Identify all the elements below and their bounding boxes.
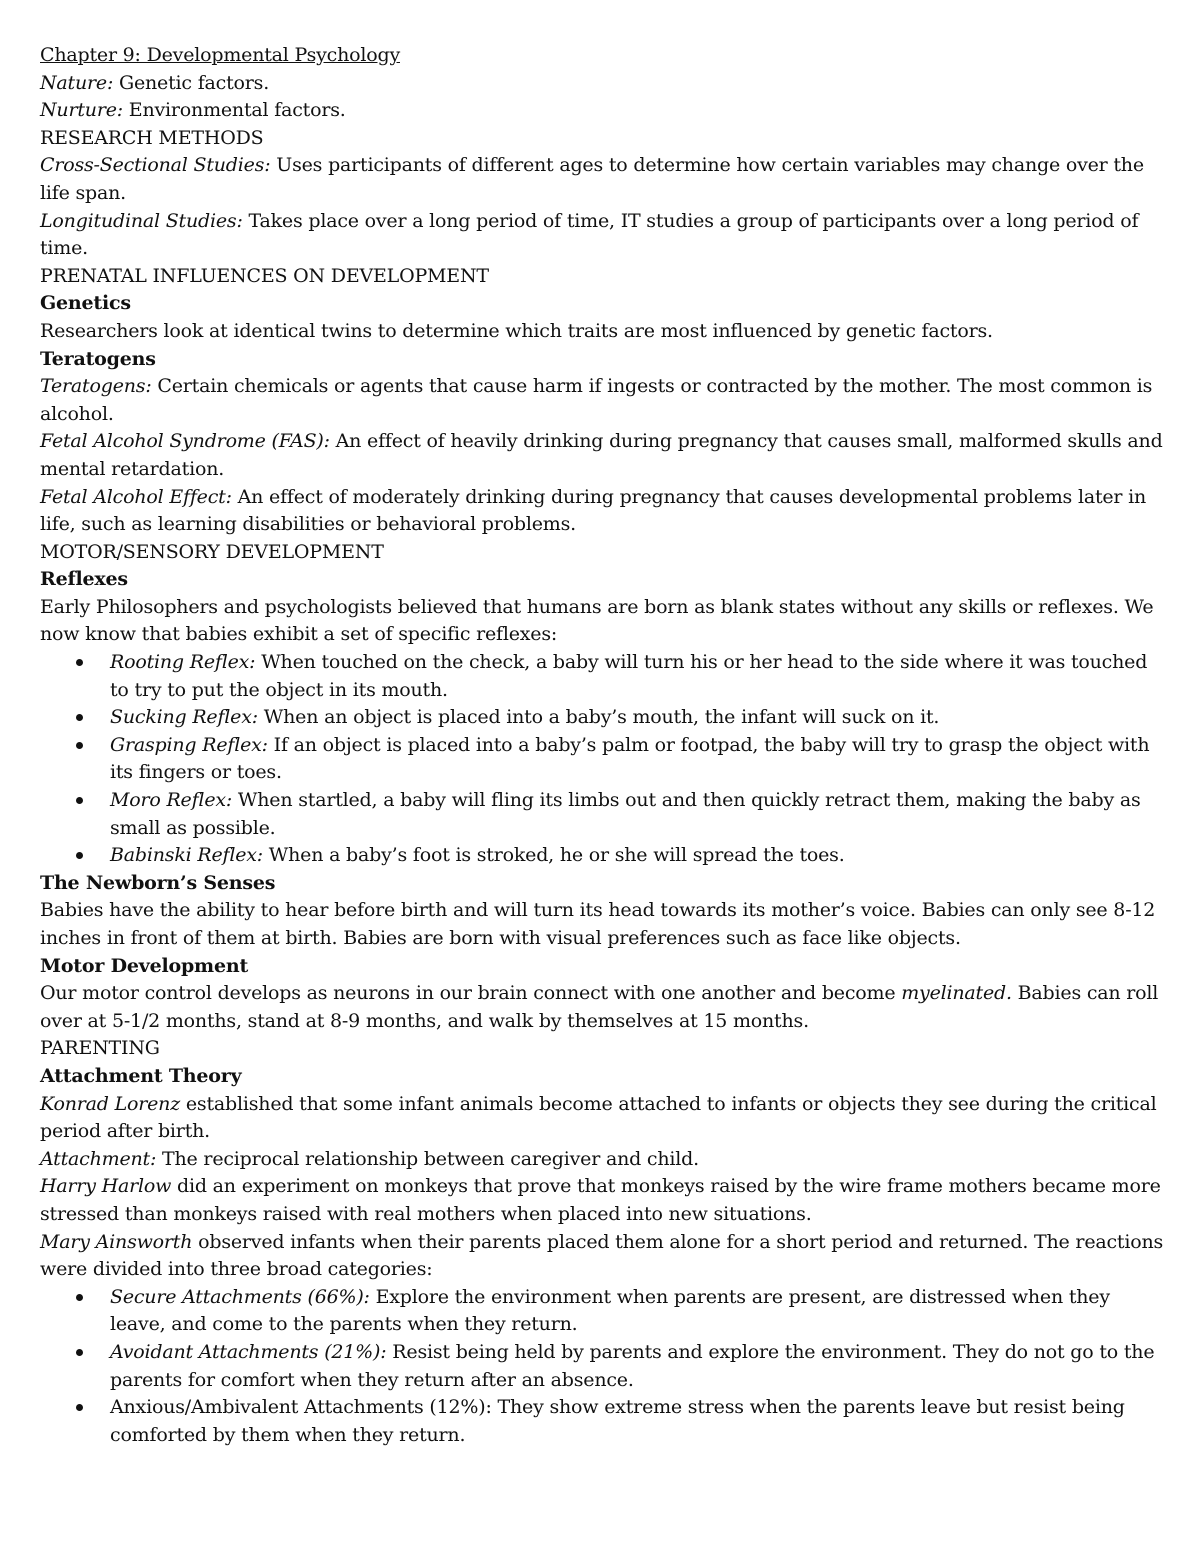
term: Nurture: — [40, 99, 123, 122]
definition-text: Certain chemicals or agents that cause harm if ingests or contracted by the mother. The most common is alcohol. — [40, 375, 1153, 425]
list-item — [110, 1284, 1164, 1339]
list-item — [110, 1394, 1164, 1449]
definition-text: When touched on the check, a baby will turn his or her head to the side where it was touched to try to put the object in its mouth. — [110, 651, 1148, 701]
definition-cross-sectional — [40, 152, 1164, 207]
term: Cross-Sectional Studies: — [40, 154, 271, 177]
definition-nature — [40, 70, 1164, 98]
definition-text: Uses participants of different ages to determine how certain variables may change over the life span. — [40, 154, 1144, 204]
term: Fetal Alcohol Effect: — [40, 485, 232, 508]
paragraph-reflexes: Early Philosophers and psychologists believed that humans are born as blank states without any skills or reflexes. We now know that babies exhibit a set of specific reflexes: — [40, 595, 1154, 646]
reflex-list — [40, 649, 1164, 870]
definition-text: Resist being held by parents and explore the environment. They do not go to the parents for comfort when they return after an absence. — [110, 1340, 1155, 1391]
term: Harry Harlow — [40, 1175, 172, 1198]
term: Grasping Reflex: — [110, 733, 268, 756]
paragraph-text: Babies can roll over at 5-1/2 months, stand at 8-9 months, and walk by themselves at 15 months. — [40, 982, 1159, 1032]
term: Teratogens: — [40, 375, 152, 398]
definition-text: If an object is placed into a baby’s palm or footpad, the baby will try to grasp the object with its fingers or toes. — [110, 733, 1150, 784]
term: myelinated. — [901, 982, 1012, 1005]
term: Fetal Alcohol Syndrome (FAS): — [40, 430, 330, 453]
subheading-teratogens: Teratogens — [40, 347, 156, 370]
definition-nurture — [40, 97, 1164, 125]
subheading-reflexes: Reflexes — [40, 568, 128, 591]
definition-text: The reciprocal relationship between caregiver and child. — [156, 1147, 699, 1170]
paragraph-motor-development — [40, 980, 1164, 1035]
term: Moro Reflex: — [110, 789, 233, 812]
term: Mary Ainsworth — [40, 1230, 193, 1253]
definition-text: An effect of heavily drinking during pregnancy that causes small, malformed skulls and mental retardation. — [40, 430, 1163, 480]
term: Longitudinal Studies: — [40, 209, 243, 232]
definition-text: Explore the environment when parents are present, are distressed when they leave, and come to the parents when they return. — [110, 1285, 1110, 1336]
list-item — [110, 787, 1164, 842]
definition-text: When an object is placed into a baby’s mouth, the infant will suck on it. — [257, 706, 940, 729]
term: Secure Attachments (66%): — [110, 1285, 370, 1308]
subheading-attachment-theory: Attachment Theory — [40, 1064, 242, 1087]
definition-text: did an experiment on monkeys that prove that monkeys raised by the wire frame mothers became more stressed than monkeys raised with real mothers when placed into new situations. — [40, 1175, 1161, 1225]
paragraph-ainsworth — [40, 1229, 1164, 1284]
definition-text: Genetic factors. — [113, 71, 270, 94]
section-heading-prenatal: PRENATAL INFLUENCES ON DEVELOPMENT — [40, 264, 489, 287]
term: Nature: — [40, 71, 114, 94]
paragraph-genetics: Researchers look at identical twins to determine which traits are most influenced by genetic factors. — [40, 319, 993, 342]
subheading-genetics: Genetics — [40, 292, 131, 315]
definition-teratogens — [40, 373, 1164, 428]
list-item — [110, 842, 1164, 870]
definition-fas — [40, 428, 1164, 483]
list-item — [110, 732, 1164, 787]
term: Konrad Lorenz — [40, 1092, 181, 1115]
definition-text: Takes place over a long period of time, IT studies a group of participants over a long period of time. — [40, 209, 1139, 260]
subheading-newborn-senses: The Newborn’s Senses — [40, 871, 276, 894]
paragraph-lorenz — [40, 1091, 1164, 1146]
definition-attachment — [40, 1146, 1164, 1174]
term: Sucking Reflex: — [110, 706, 258, 729]
subheading-motor-development: Motor Development — [40, 954, 249, 977]
attachment-category-list — [40, 1284, 1164, 1450]
section-heading-motor-sensory: MOTOR/SENSORY DEVELOPMENT — [40, 540, 384, 563]
definition-text: When startled, a baby will fling its limbs out and then quickly retract them, making the baby as small as possible. — [110, 789, 1141, 839]
definition-text: Environmental factors. — [122, 99, 346, 122]
definition-longitudinal — [40, 208, 1164, 263]
definition-text: Anxious/Ambivalent Attachments (12%): They show extreme stress when the parents leave but resist being comforted by them when they return. — [110, 1396, 1125, 1446]
term: Attachment: — [40, 1147, 157, 1170]
paragraph-harlow — [40, 1173, 1164, 1228]
section-heading-research-methods: RESEARCH METHODS — [40, 126, 264, 149]
definition-text: When a baby’s foot is stroked, he or she will spread the toes. — [262, 844, 845, 867]
definition-text: established that some infant animals become attached to infants or objects they see during the critical period after birth. — [40, 1092, 1157, 1143]
definition-fae — [40, 484, 1164, 539]
section-heading-parenting: PARENTING — [40, 1037, 160, 1060]
definition-text: An effect of moderately drinking during pregnancy that causes developmental problems later in life, such as learning disabilities or behavioral problems. — [40, 485, 1147, 536]
term: Avoidant Attachments (21%): — [110, 1340, 387, 1363]
list-item — [110, 1339, 1164, 1394]
term: Rooting Reflex: — [110, 651, 256, 674]
paragraph-newborn-senses: Babies have the ability to hear before birth and will turn its head towards its mother’s voice. Babies can only see 8-12 inches in front of them at birth. Babies are born with visual preferences such as face like objects. — [40, 899, 1156, 949]
page-title: Chapter 9: Developmental Psychology — [40, 44, 400, 66]
definition-text: observed infants when their parents placed them alone for a short period and returned. The reactions were divided into three broad categories: — [40, 1230, 1164, 1281]
list-item — [110, 704, 1164, 732]
term: Babinski Reflex: — [110, 844, 263, 867]
paragraph-text: Our motor control develops as neurons in our brain connect with one another and become — [40, 982, 902, 1005]
list-item — [110, 649, 1164, 704]
document-page — [40, 42, 1164, 1449]
